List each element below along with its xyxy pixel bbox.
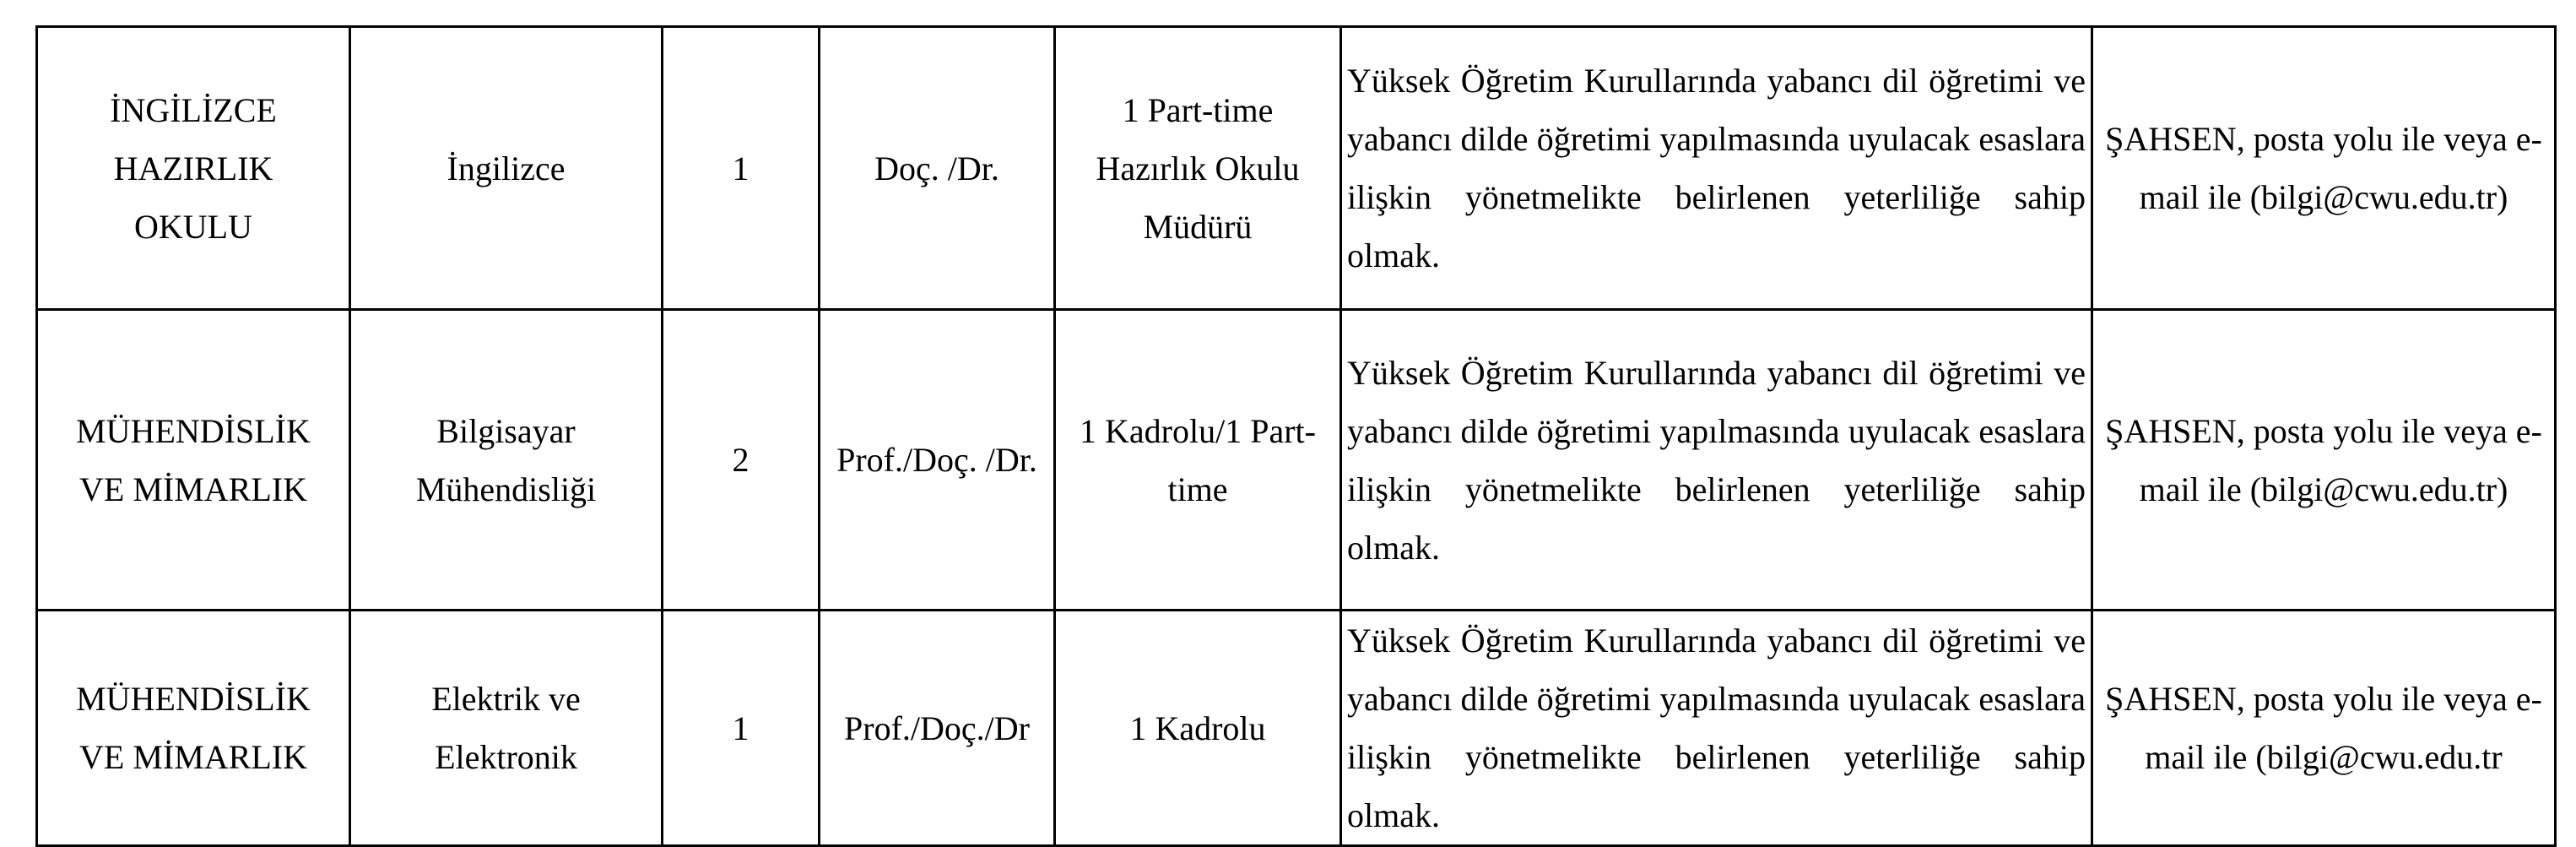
count-cell — [663, 310, 820, 611]
position-type-cell — [1055, 27, 1341, 310]
title-text: Prof./Doç./Dr — [844, 709, 1030, 747]
application-text: ŞAHSEN, posta yolu ile veya e-mail ile (bilgi@cwu.edu.tr) — [2105, 120, 2542, 216]
faculty-text: İNGİLİZCE HAZIRLIK OKULU — [110, 90, 277, 246]
count-text: 2 — [732, 441, 750, 479]
application-cell — [2092, 310, 2556, 611]
application-cell — [2092, 27, 2556, 310]
requirements-text: Yüksek Öğretim Kurullarında yabancı dil öğretimi ve yabancı dilde öğretimi yapılmasında uyulacak esaslara ilişkin yönetmelikte belirlenen yeterliliğe sahip olmak. — [1347, 622, 2086, 834]
table-row — [37, 310, 2556, 611]
department-text: İngilizce — [446, 149, 566, 187]
table-row — [37, 27, 2556, 310]
department-text: Bilgisayar Mühendisliği — [415, 411, 597, 508]
requirements-cell — [1341, 27, 2092, 310]
count-text: 1 — [732, 149, 750, 187]
position-type-cell — [1055, 310, 1341, 611]
title-cell — [820, 27, 1055, 310]
count-cell — [663, 27, 820, 310]
requirements-cell — [1341, 611, 2092, 846]
faculty-cell — [37, 310, 350, 611]
requirements-text: Yüksek Öğretim Kurullarında yabancı dil öğretimi ve yabancı dilde öğretimi yapılmasında uyulacak esaslara ilişkin yönetmelikte belirlenen yeterliliğe sahip olmak. — [1347, 62, 2086, 274]
table-row — [37, 611, 2556, 846]
department-text: Elektrik ve Elektronik — [431, 680, 581, 776]
title-text: Prof./Doç. /Dr. — [836, 441, 1037, 479]
department-cell — [350, 27, 663, 310]
application-text: ŞAHSEN, posta yolu ile veya e-mail ile (bilgi@cwu.edu.tr — [2105, 680, 2542, 776]
position-type-text: 1 Part-time Hazırlık Okulu Müdürü — [1096, 90, 1300, 246]
title-text: Doç. /Dr. — [874, 149, 999, 187]
title-cell — [820, 611, 1055, 846]
count-text: 1 — [732, 709, 750, 747]
faculty-text: MÜHENDİSLİK VE MİMARLIK — [76, 411, 311, 508]
requirements-text: Yüksek Öğretim Kurullarında yabancı dil öğretimi ve yabancı dilde öğretimi yapılmasında uyulacak esaslara ilişkin yönetmelikte belirlenen yeterliliğe sahip olmak. — [1347, 353, 2086, 567]
department-cell — [350, 310, 663, 611]
count-cell — [663, 611, 820, 846]
department-cell — [350, 611, 663, 846]
requirements-cell — [1341, 310, 2092, 611]
application-cell — [2092, 611, 2556, 846]
application-text: ŞAHSEN, posta yolu ile veya e-mail ile (bilgi@cwu.edu.tr) — [2105, 411, 2542, 508]
title-cell — [820, 310, 1055, 611]
faculty-text: MÜHENDİSLİK VE MİMARLIK — [76, 680, 311, 776]
position-type-text: 1 Kadrolu/1 Part-time — [1080, 411, 1316, 508]
position-type-cell — [1055, 611, 1341, 846]
faculty-cell — [37, 611, 350, 846]
position-type-text: 1 Kadrolu — [1129, 709, 1266, 747]
positions-table — [35, 25, 2557, 847]
faculty-cell — [37, 27, 350, 310]
